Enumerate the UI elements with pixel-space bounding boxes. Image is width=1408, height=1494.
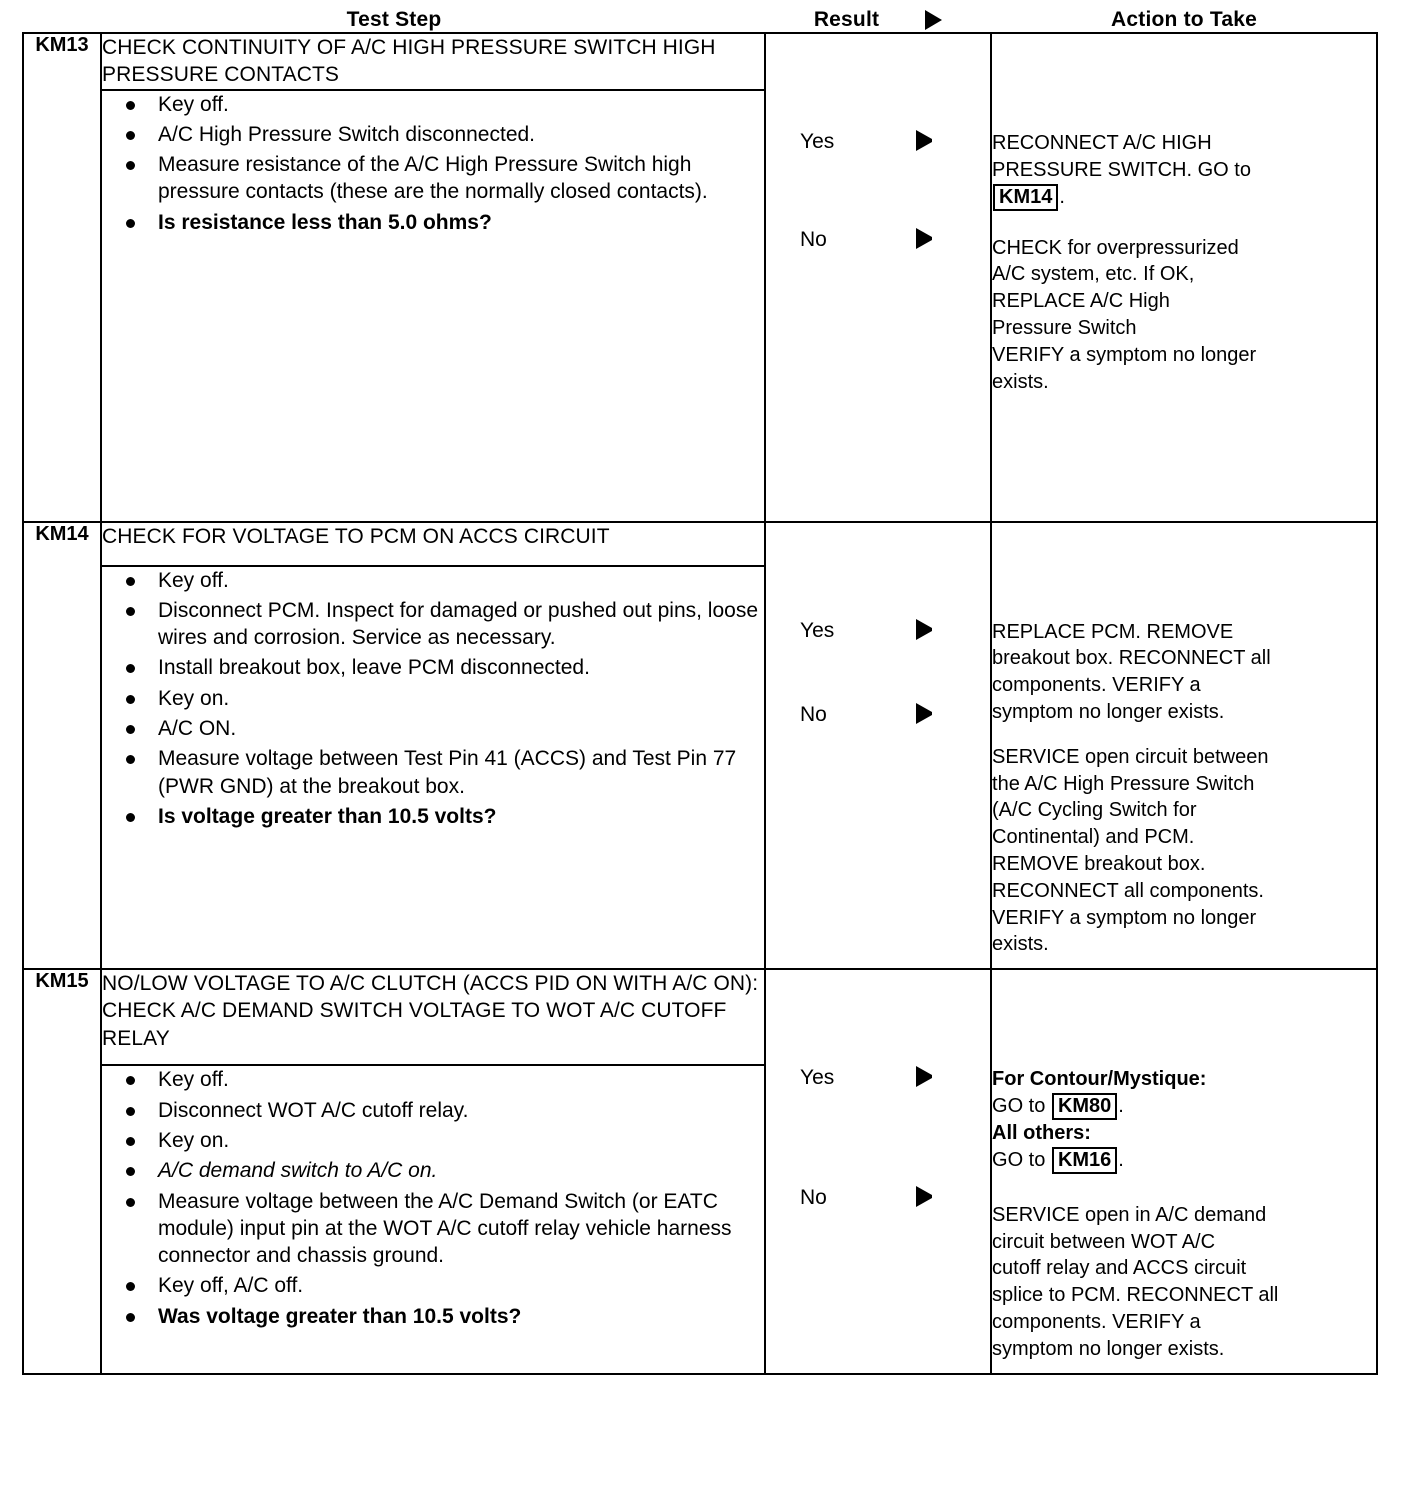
arrow-right-icon [925, 10, 942, 30]
action-heading-all-others: All others: [992, 1121, 1091, 1144]
step-title-km14: CHECK FOR VOLTAGE TO PCM ON ACCS CIRCUIT [101, 522, 765, 566]
action-line: VERIFY a symptom no longer [992, 343, 1257, 366]
action-line: components. VERIFY a [992, 1310, 1201, 1333]
action-tail: . [1059, 185, 1065, 208]
action-line: VERIFY a symptom no longer [992, 906, 1257, 929]
step-body-km15 [101, 1065, 765, 1373]
action-line: Pressure Switch [992, 316, 1137, 339]
header-result-label: Result [813, 8, 880, 31]
action-no-km14 [992, 736, 1376, 958]
action-line: symptom no longer exists. [992, 1337, 1225, 1360]
action-tail: . [1118, 1148, 1124, 1171]
action-line: Continental) and PCM. [992, 826, 1195, 849]
bullet-item-question: Was voltage greater than 10.5 volts? [102, 1303, 764, 1330]
table-header-row [23, 8, 1377, 33]
bullet-item: Key off. [102, 1066, 764, 1093]
bullet-item: A/C ON. [102, 715, 764, 742]
bullet-item: Key on. [102, 685, 764, 712]
arrow-right-icon [916, 130, 932, 151]
result-no-label: No [800, 1186, 827, 1210]
action-yes-km14 [992, 523, 1376, 726]
action-line: SERVICE open in A/C demand [992, 1203, 1267, 1226]
action-cell-km14 [991, 522, 1377, 970]
action-no-km15 [992, 1184, 1376, 1363]
action-line: exists. [992, 370, 1049, 393]
bullet-item: Install breakout box, leave PCM disconnected. [102, 654, 764, 681]
action-line: breakout box. RECONNECT all [992, 647, 1271, 670]
step-body-km14 [101, 566, 765, 970]
step-row-km13-title [23, 33, 1377, 90]
step-reference-km16[interactable]: KM16 [1052, 1147, 1117, 1174]
bullet-item: A/C High Pressure Switch disconnected. [102, 121, 764, 148]
step-id-km15: KM15 [23, 969, 101, 1373]
action-line: REMOVE breakout box. [992, 852, 1206, 875]
action-line: splice to PCM. RECONNECT all [992, 1284, 1279, 1307]
result-yes-km13 [766, 34, 990, 154]
step-id-km13: KM13 [23, 33, 101, 522]
step-body-km13 [101, 90, 765, 522]
result-no-km15 [766, 1090, 990, 1210]
action-line: CHECK for overpressurized [992, 236, 1239, 259]
arrow-right-icon [916, 228, 932, 249]
action-cell-km15 [991, 969, 1377, 1373]
bullet-item: Key off. [102, 91, 764, 118]
action-heading-contour: For Contour/Mystique: [992, 1068, 1207, 1091]
bullet-list-km15 [102, 1066, 764, 1330]
bullet-item: Measure resistance of the A/C High Pressure Switch high pressure contacts (these are the normally closed contacts). [102, 151, 764, 206]
action-line: REPLACE A/C High [992, 290, 1170, 313]
header-result [765, 8, 991, 33]
step-reference-km14[interactable]: KM14 [993, 184, 1058, 211]
arrow-right-icon [916, 1186, 932, 1207]
action-goto-prefix: GO to [992, 1148, 1046, 1171]
diagnostic-table [22, 8, 1378, 1375]
action-line: RECONNECT all components. [992, 879, 1264, 902]
action-yes-km15 [992, 970, 1376, 1174]
arrow-right-icon [916, 1066, 932, 1087]
action-line: RECONNECT A/C HIGH [992, 132, 1212, 154]
bullet-item-question: Is resistance less than 5.0 ohms? [102, 209, 764, 236]
action-goto-prefix: GO to [992, 1094, 1046, 1117]
arrow-right-icon [916, 619, 932, 640]
result-yes-km14 [766, 523, 990, 643]
action-yes-km13 [992, 34, 1376, 211]
bullet-list-km14 [102, 567, 764, 831]
result-yes-label: Yes [800, 1066, 835, 1090]
bullet-item: Disconnect WOT A/C cutoff relay. [102, 1097, 764, 1124]
action-cell-km13 [991, 33, 1377, 522]
bullet-item: Key off. [102, 567, 764, 594]
step-id-km14: KM14 [23, 522, 101, 970]
bullet-item: Measure voltage between the A/C Demand Switch (or EATC module) input pin at the WOT A/C cutoff relay vehicle harness connector and chassis ground. [102, 1188, 764, 1270]
step-title-km13: CHECK CONTINUITY OF A/C HIGH PRESSURE SWITCH HIGH PRESSURE CONTACTS [101, 33, 765, 90]
action-line: A/C system, etc. If OK, [992, 263, 1195, 286]
step-reference-km80[interactable]: KM80 [1052, 1093, 1117, 1120]
header-action: Action to Take [1111, 8, 1257, 31]
result-cell-km15 [765, 969, 991, 1373]
bullet-item: Measure voltage between Test Pin 41 (ACCS) and Test Pin 77 (PWR GND) at the breakout box. [102, 745, 764, 800]
action-line: cutoff relay and ACCS circuit [992, 1257, 1247, 1280]
bullet-item: Key on. [102, 1127, 764, 1154]
result-cell-km13 [765, 33, 991, 522]
action-tail: . [1118, 1094, 1124, 1117]
diagnostic-table-page [0, 8, 1408, 1494]
bullet-item: A/C demand switch to A/C on. [102, 1157, 764, 1184]
result-yes-km15 [766, 970, 990, 1090]
bullet-item: Key off, A/C off. [102, 1272, 764, 1299]
bullet-item: Disconnect PCM. Inspect for damaged or pushed out pins, loose wires and corrosion. Service as necessary. [102, 597, 764, 652]
action-line: (A/C Cycling Switch for [992, 799, 1197, 822]
result-yes-label: Yes [800, 130, 835, 153]
action-line: PRESSURE SWITCH. GO to [992, 158, 1251, 181]
result-yes-label: Yes [800, 618, 835, 642]
result-no-km13 [766, 154, 990, 252]
action-line: exists. [992, 933, 1049, 956]
step-row-km15-title [23, 969, 1377, 1065]
action-line: REPLACE PCM. REMOVE [992, 620, 1234, 643]
action-no-km13 [992, 221, 1376, 396]
result-no-label: No [800, 228, 827, 251]
step-row-km14-title [23, 522, 1377, 566]
arrow-right-icon [916, 703, 932, 724]
result-no-km14 [766, 643, 990, 727]
header-test-step: Test Step [346, 8, 442, 31]
bullet-list-km13 [102, 91, 764, 236]
action-line: the A/C High Pressure Switch [992, 772, 1255, 795]
action-line: circuit between WOT A/C [992, 1230, 1216, 1253]
action-line: SERVICE open circuit between [992, 745, 1269, 768]
step-title-km15: NO/LOW VOLTAGE TO A/C CLUTCH (ACCS PID ON WITH A/C ON): CHECK A/C DEMAND SWITCH VOLTAGE TO WOT A/C CUTOFF RELAY [101, 969, 765, 1065]
result-no-label: No [800, 702, 827, 726]
result-cell-km14 [765, 522, 991, 970]
bullet-item-question: Is voltage greater than 10.5 volts? [102, 803, 764, 830]
action-line: components. VERIFY a [992, 674, 1201, 697]
action-line: symptom no longer exists. [992, 700, 1225, 723]
